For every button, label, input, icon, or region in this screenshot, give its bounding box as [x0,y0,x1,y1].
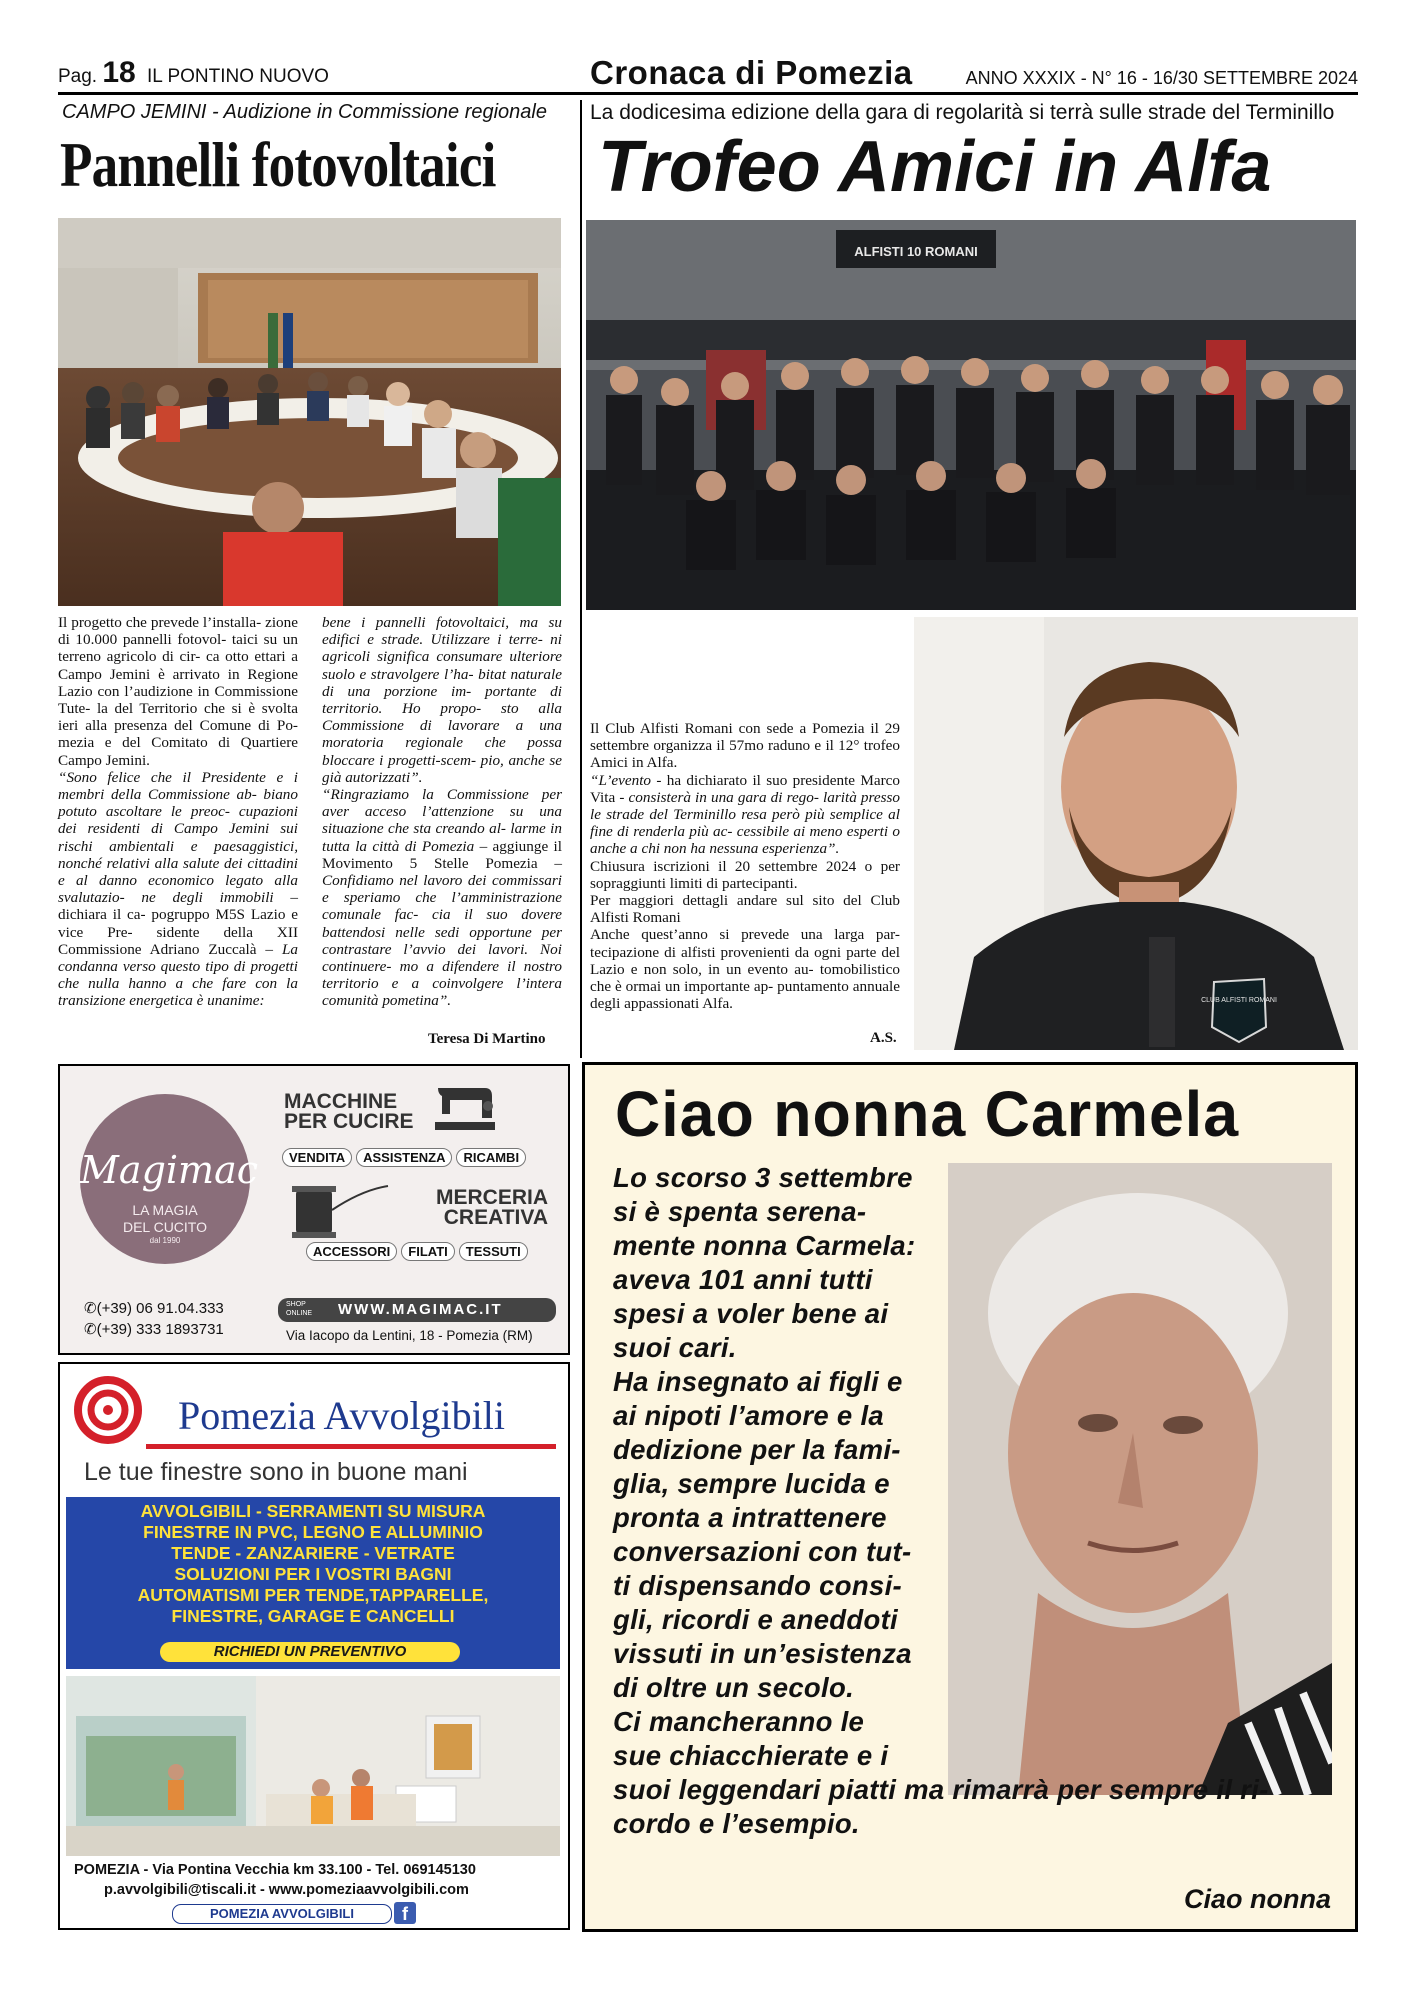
service-line-3: TENDE - ZANZARIERE - VETRATE [171,1543,455,1563]
obituary-text [613,1161,1323,1841]
left-col2-quote: bene i pannelli fotovoltaici, ma su edifici e strade. Utilizzare i terre- ni agricoli significa consumare ulteriore suolo e stravolgere l’ha- bitat naturale di una porzione im- portante di territorio. Ho propo- sto alla Commissione di lavorare a una moratoria regionale che possa bloccare i progetti-scem- pio, anche se già autorizzati”. [322,614,562,786]
magimac-pills-row2 [306,1242,528,1261]
obituary-line-wide: suoi leggendari piatti ma rimarrà per sempre il ri- [613,1774,1269,1805]
obituary-line: glia, sempre lucida e [613,1468,890,1499]
obituary-line: dedizione per la fami- [613,1434,901,1465]
page-number: 18 [102,56,136,89]
pill-tessuti: TESSUTI [459,1242,528,1261]
avvolgibili-ad [58,1362,570,1930]
magimac-since: dal 1990 [149,1236,181,1245]
left-col1-body: Il progetto che prevede l’installa- zione di 10.000 pannelli fotovol- taici su un terreno agricolo di cir- ca otto ettari a Campo Jemini è arrivato in Regione Lazio con l’audizione in Commissione Tute- la del Territorio che si è svolta ieri alla presenza del Comune di Po- mezia e del Comitato di Quartiere Campo Jemini. [58,614,298,769]
pill-accessori: ACCESSORI [306,1242,397,1261]
service-line-5: AUTOMATISMI PER TENDE,TAPPARELLE, [137,1585,489,1605]
obituary-line: pronta a intrattenere [613,1502,887,1533]
page-number-block [58,56,329,90]
whatsapp-icon: ✆ [84,1321,97,1338]
obituary-line: di oltre un secolo. [613,1672,855,1703]
pill-ricambi: RICAMBI [456,1148,526,1167]
pill-vendita: VENDITA [282,1148,352,1167]
obituary-line: spesi a voler bene ai [613,1298,889,1329]
pill-assistenza: ASSISTENZA [356,1148,452,1167]
magimac-web-bar [278,1298,556,1322]
magimac-heading-machines [284,1092,414,1132]
avvolgibili-tagline: Le tue finestre sono in buone mani [84,1458,468,1486]
obituary-line: conversazioni con tut- [613,1536,912,1567]
magimac-whatsapp: (+39) 333 1893731 [96,1321,224,1338]
club-group-photo [586,220,1356,610]
right-text-p3: Per maggiori dettagli andare sul sito del Club Alfisti Romani [590,892,900,927]
left-signature: Teresa Di Martino [428,1031,546,1047]
left-col1-quote2: La condanna verso questo tipo di progetti che nulla hanno a che fare con la transizione energetica è unanime: [58,940,298,1010]
magimac-ad [58,1064,570,1355]
magimac-pills-row1 [282,1148,526,1167]
spiral-logo-icon [74,1376,142,1444]
avvolgibili-social-label: POMEZIA AVVOLGIBILI [210,1906,354,1921]
magimac-logo-circle [80,1094,259,1264]
left-article-col1 [58,614,298,1010]
obituary-title: Ciao nonna Carmela [615,1078,1240,1150]
obituary-line: si è spenta serena- [613,1196,867,1227]
shirt-text: CLUB ALFISTI ROMANI [1201,997,1277,1004]
sewing-machine-icon [430,1078,500,1138]
magimac-address: Via Iacopo da Lentini, 18 - Pomezia (RM) [286,1328,533,1343]
service-line-2: FINESTRE IN PVC, LEGNO E ALLUMINIO [143,1522,483,1542]
obituary-line: Ha insegnato ai figli e [613,1366,903,1397]
obituary-line: ti dispensando consi- [613,1570,902,1601]
obituary-box [582,1062,1358,1932]
page-header [58,52,1358,95]
magimac-heading-merceria [434,1188,548,1228]
left-headline: Pannelli fotovoltaici [60,129,496,200]
left-col2-quote3: Confidiamo nel lavoro dei commissari e speriamo che l’amministrazione comunale fac- cia il suo dovere battendosi nelle sedi opportune per contrastare l’avvio dei lavori. Noi continuere- mo a difendere il nostro territorio e a coinvolgere l’intera comunità pometina”. [322,872,562,1010]
obituary-line: vissuti in un’esistenza [613,1638,912,1669]
left-col1-attrib: – dichiara il ca- pogruppo M5S Lazio e vice Pre- sidente della XII Commissione Adriano Zuccalà – [58,889,299,958]
pill-filati: FILATI [401,1242,454,1261]
obituary-line: sue chiacchierate e i [613,1740,889,1771]
thread-spool-icon [292,1180,392,1240]
left-article-col2 [322,614,562,1010]
obituary-line-wide: cordo e l’esempio. [613,1808,860,1839]
avvolgibili-contacts: p.avvolgibili@tiscali.it - www.pomeziaavvolgibili.com [104,1882,469,1898]
obituary-line: ai nipoti l’amore e la [613,1400,884,1431]
right-text-p1: Il Club Alfisti Romani con sede a Pomezia il 29 settembre organizza il 57mo raduno e il 12° trofeo Amici in Alfa. [590,720,900,772]
issue-info: ANNO XXXIX - N° 16 - 16/30 SETTEMBRE 2024 [965,68,1358,88]
left-col2-quote2: “Ringraziamo la Commissione per aver acceso l’attenzione su una situazione che sta creando al- larme in tutta la città di Pomezia [322,786,562,855]
magimac-tagline1: LA MAGIA [132,1202,198,1218]
magimac-phone: (+39) 06 91.04.333 [96,1300,224,1317]
magimac-tagline2: DEL CUCITO [122,1219,207,1235]
banner-text: ALFISTI 10 ROMANI [854,244,978,259]
obituary-line: Ci mancheranno le [613,1706,865,1737]
right-article-text [590,720,900,1012]
phone-icon: ✆ [84,1300,97,1317]
right-text-p2: Chiusura iscrizioni il 20 settembre 2024 o per sopraggiunti limiti di partecipanti. [590,857,900,892]
service-line-6: FINESTRE, GARAGE E CANCELLI [171,1606,455,1626]
left-col1-quote: “Sono felice che il Presidente e i membri della Commissione ab- biano potuto ascoltare le preoc- cupazioni dei residenti di Campo Jemini sui rischi ambientali e paesaggistici, nonché relativi alla salute dei cittadini e al danno economico legato alla svalutazio- ne degli immobili [58,768,298,907]
brand-underline [146,1444,556,1449]
living-room-photo [66,1676,560,1856]
president-portrait [912,615,1360,1052]
avvolgibili-social [172,1904,392,1924]
service-line-4: SOLUZIONI PER I VOSTRI BAGNI [174,1564,452,1584]
left-kicker: CAMPO JEMINI - Audizione in Commissione regionale [62,101,547,123]
magimac-h2a: MERCERIA [435,1186,548,1209]
quote-request-button: RICHIEDI UN PREVENTIVO [160,1642,460,1662]
section-title: Cronaca di Pomezia [590,54,913,91]
magimac-shop: SHOP ONLINE [286,1301,313,1317]
services-panel [66,1497,560,1669]
obituary-line: mente nonna Carmela: [613,1230,916,1261]
right-headline: Trofeo Amici in Alfa [598,127,1272,207]
avvolgibili-address: POMEZIA - Via Pontina Vecchia km 33.100 - Tel. 069145130 [74,1862,476,1878]
magimac-h2b: CREATIVA [443,1206,548,1229]
magimac-web: WWW.MAGIMAC.IT [338,1301,503,1318]
obituary-line: Lo scorso 3 settembre [613,1162,913,1193]
magimac-brand: Magimac [80,1148,259,1192]
obituary-closing: Ciao nonna [1184,1884,1331,1914]
right-kicker: La dodicesima edizione della gara di regolarità si terrà sulle strade del Terminillo [590,101,1335,124]
service-line-1: AVVOLGIBILI - SERRAMENTI SU MISURA [140,1501,486,1521]
magimac-h1a: MACCHINE [284,1090,398,1113]
obituary-line: gli, ricordi e aneddoti [613,1604,898,1635]
magimac-phones [84,1298,224,1340]
avvolgibili-brand: Pomezia Avvolgibili [178,1393,506,1438]
obituary-line: aveva 101 anni tutti [613,1264,873,1295]
right-text-q2: consisterà in una gara di rego- larità presso le strade del Terminillo resa però più semplice al fine di renderla più ac- cessibile ai meno esperti o anche a chi non ha nessuna esperienza”. [590,788,900,858]
commission-meeting-photo [58,218,561,606]
right-text-q1: “L’evento [590,771,652,789]
obituary-line: suoi cari. [613,1332,737,1363]
publication-name: IL PONTINO NUOVO [147,66,329,87]
facebook-icon: f [394,1902,416,1924]
page-label: Pag. [58,66,98,87]
left-col2-attrib: – aggiunge il Movimento 5 Stelle Pomezia – [322,837,562,872]
right-signature: A.S. [870,1030,897,1046]
column-divider [580,100,582,1058]
right-text-p4: Anche quest’anno si prevede una larga par- tecipazione di alfisti provenienti da ogni parte del Lazio e non solo, in un evento au- tomobilistico che è ormai un importante ap- puntamento annuale degli appassionati Alfa. [590,926,900,1013]
right-text-a1: - ha dichiarato il suo presidente Marco Vita - [590,771,900,806]
magimac-h1b: PER CUCIRE [284,1110,414,1133]
